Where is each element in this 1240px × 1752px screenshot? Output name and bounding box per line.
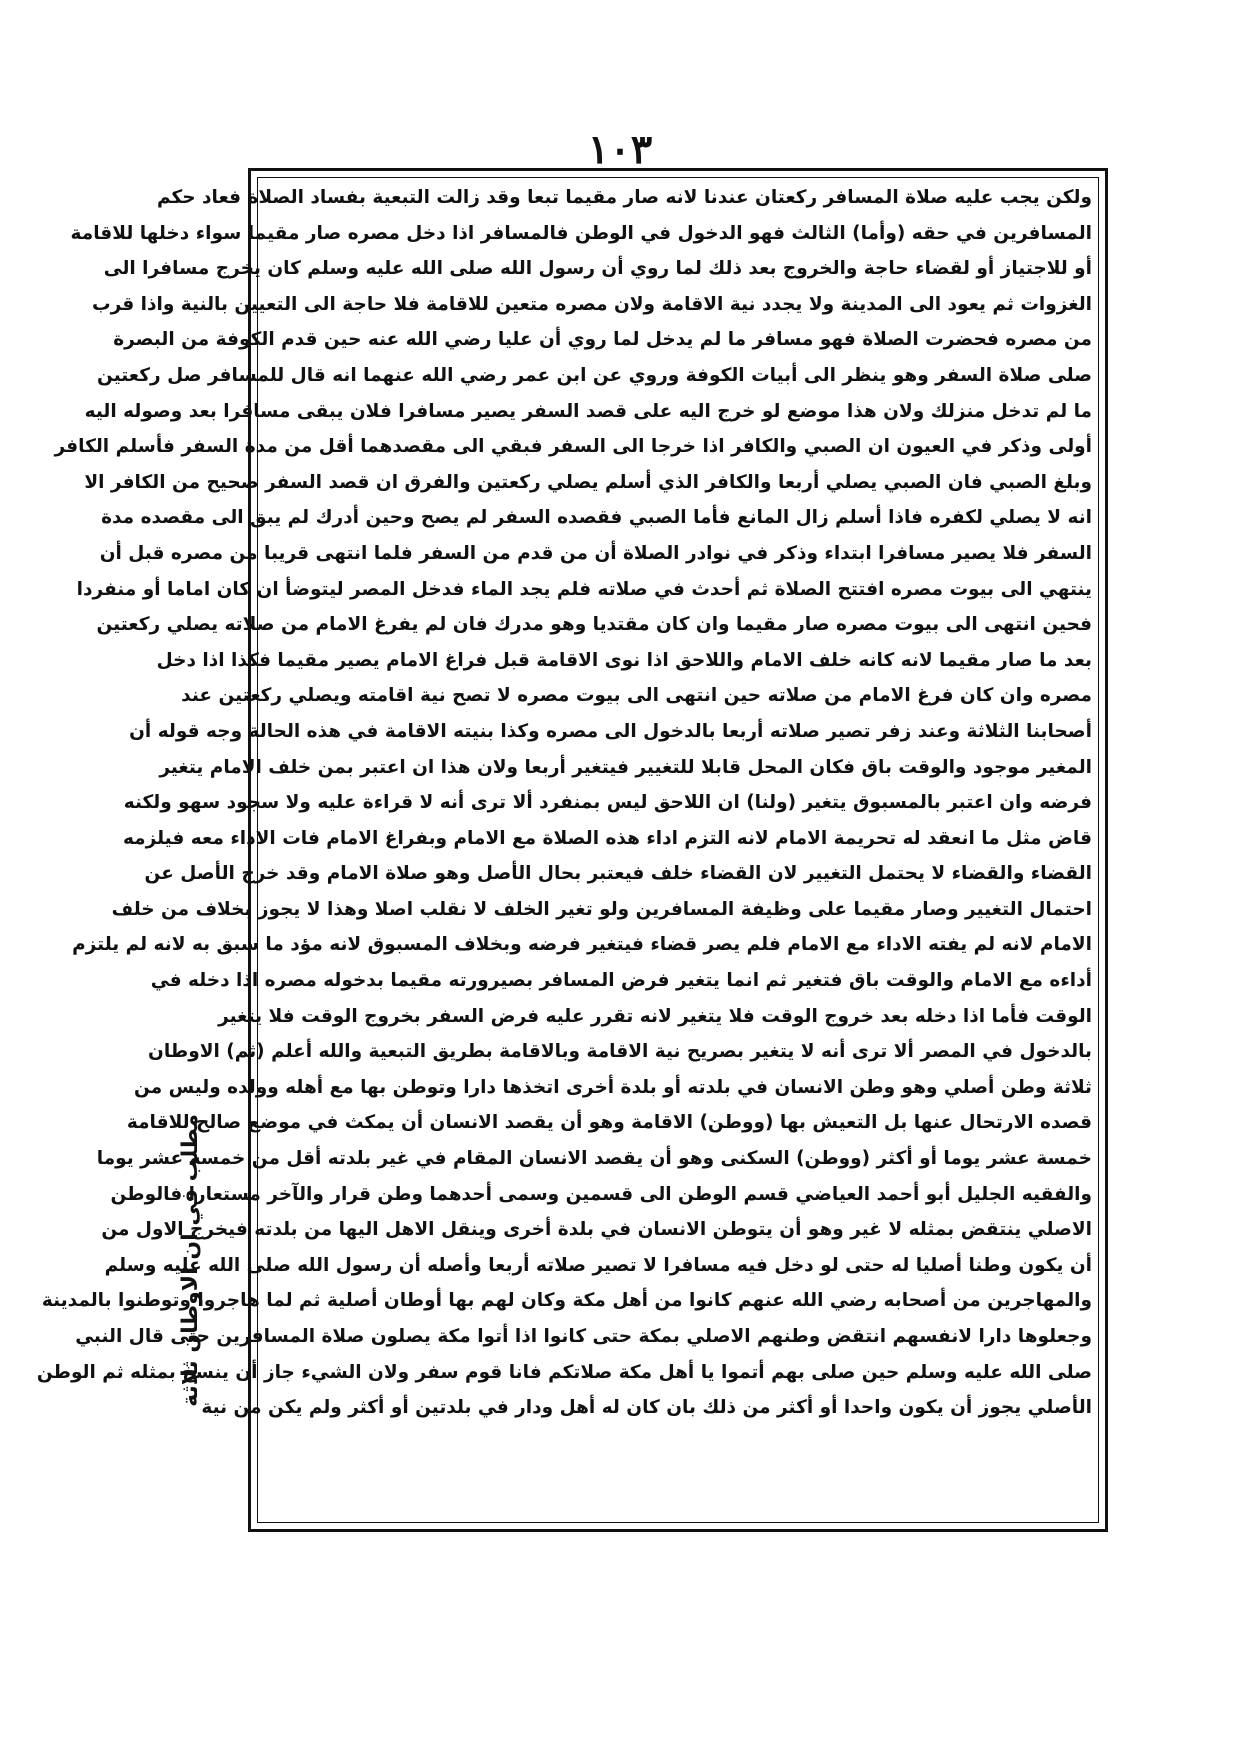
text-line: وبلغ الصبي فان الصبي يصلي أربعا والكافر الذي أسلم يصلي ركعتين والفرق ان قصد السفر صحيح من الكافر الا [84,471,1092,493]
text-line: خمسة عشر يوما أو أكثر (ووطن) السكنى وهو أن يقصد الانسان المقام في غير بلدته أقل من خمسة عشر يوما [96,1148,1092,1170]
text-line: احتمال التغيير وصار مقيما على وظيفة المسافرين ولو تغير الخلف لا نقلب اصلا وهذا لا يجوز بخلاف من خلف [111,898,1092,920]
text-line: أولى وذكر في العيون ان الصبي والكافر اذا خرجا الى السفر فبقي الى مقصدهما أقل من مدة السفر فأسلم الكافر [54,436,1092,458]
page-number: ١٠٣ [587,126,653,173]
text-line: الغزوات ثم يعود الى المدينة ولا يجدد نية الاقامة ولان مصره متعين للاقامة فلا حاجة الى التعيين بالنية واذا قرب [91,293,1092,315]
text-line: قصده الارتحال عنها بل التعيش بها (ووطن) الاقامة وهو أن يقصد الانسان أن يمكث في موضع صالح للاقامة [126,1112,1092,1134]
text-line: والمهاجرين من أصحابه رضي الله عنهم كانوا من أهل مكة وكان لهم بها أوطان أصلية ثم لما هاجروا وتوطنوا بالمدينة [41,1290,1092,1312]
text-line: بالدخول في المصر ألا ترى أنه لا يتغير بصريح نية الاقامة وبالاقامة بطريق التبعية والله أعلم (ثم) الاوطان [148,1041,1092,1063]
text-line: الوقت فأما اذا دخله بعد خروج الوقت فلا يتغير لانه تقرر عليه فرض السفر بخروج الوقت فلا يتغير [218,1005,1092,1027]
text-line: المغير موجود والوقت باق فكان المحل قابلا للتغيير فيتغير أربعا ولان هذا ان اعتبر بمن خلف الامام يتغير [159,756,1092,778]
text-line: المسافرين في حقه (وأما) الثالث فهو الدخول في الوطن فالمسافر اذا دخل مصره صار مقيما سواء دخلها للاقامة [70,222,1092,244]
text-line [264,1426,1092,1462]
text-line: أصحابنا الثلاثة وعند زفر تصير صلاته أربعا بالدخول الى مصره وكذا بنيته الاقامة في هذه الحالة وجه قوله أن [129,720,1092,742]
text-line: الامام لانه لم يفته الاداء مع الامام فلم يصر قضاء فيتغير فرضه وبخلاف المسبوق لانه مؤد ما سبق به لانه لم يلتزم [72,934,1092,956]
text-line: ما لم تدخل منزلك ولان هذا موضع لو خرج اليه على قصد السفر يصير مسافرا فلان يبقى مسافرا بعد وصوله اليه [84,400,1092,422]
text-line: أداءه مع الامام والوقت باق فتغير ثم انما يتغير فرض المسافر بصيرورته مقيما بدخوله مصره اذا دخله في [150,970,1092,992]
text-line: بعد ما صار مقيما لانه كانه خلف الامام واللاحق اذا نوى الاقامة قبل فراغ الامام يصير مقيما فكذا اذا دخل [156,649,1092,671]
margin-note [168,1080,212,1440]
text-line: صلى الله عليه وسلم حين صلى بهم أتموا يا أهل مكة صلاتكم فانا قوم سفر ولان الشيء جاز أن ينسخ بمثله ثم الوطن [36,1361,1092,1383]
text-line: مصره وان كان فرغ الامام من صلاته حين انتهى الى بيوت مصره لا تصح نية اقامته ويصلي ركعتين عند [181,685,1092,707]
text-line: فحين انتهى الى بيوت مصره صار مقيما وان كان مقتديا وهو مدرك فان لم يفرغ الامام من صلاته يصلي ركعتين [96,614,1092,636]
text-line: الاصلي ينتقض بمثله لا غير وهو أن يتوطن الانسان في بلدة أخرى وينقل الاهل اليها من بلدته فيخرج الاول من [101,1219,1092,1241]
margin-note-text: مطلب في ان الاوطان ثلاثة [177,1113,203,1407]
text-line: والفقيه الجليل أبو أحمد العياضي قسم الوطن الى قسمين وسمى أحدهما وطن قرار والآخر مستعارا فالوطن [110,1183,1092,1205]
text-line: قاض مثل ما انعقد له تحريمة الامام لانه التزم اداء هذه الصلاة مع الامام وبفراغ الامام فات الاداء معه فيلزمه [122,827,1092,849]
text-line: وجعلوها دارا لانفسهم انتقض وطنهم الاصلي بمكة حتى كانوا اذا أتوا مكة يصلون صلاة المسافرين حتى قال النبي [75,1326,1092,1347]
text-line: ينتهي الى بيوت مصره افتتح الصلاة ثم أحدث في صلاته فلم يجد الماء فدخل المصر ليتوضأ ان كان اماما أو منفردا [76,578,1092,600]
text-line: انه لا يصلي لكفره فاذا أسلم زال المانع فأما الصبي فقصده السفر لم يصح وحين أدرك لم يبق الى مقصده مدة [101,507,1092,529]
text-line: القضاء والقضاء لا يحتمل التغيير لان القضاء خلف فيعتبر بحال الأصل وهو صلاة الامام وقد خرج الأصل عن [144,863,1092,885]
text-line: أو للاجتياز أو لقضاء حاجة والخروج بعد ذلك لما روي أن رسول الله صلى الله عليه وسلم كان يخرج مسافرا الى [103,258,1092,280]
text-line: صلى صلاة السفر وهو ينظر الى أبيات الكوفة وروي عن ابن عمر رضي الله عنهما انه قال للمسافر صل ركعتين [97,364,1092,386]
text-line: من مصره فحضرت الصلاة فهو مسافر ما لم يدخل لما روي أن عليا رضي الله عنه حين قدم الكوفة من البصرة [113,329,1092,351]
text-line: الأصلي يجوز أن يكون واحدا أو أكثر من ذلك بان كان له أهل ودار في بلدتين أو أكثر ولم يكن من نية [201,1397,1092,1419]
text-line: ثلاثة وطن أصلي وهو وطن الانسان في بلدته أو بلدة أخرى اتخذها دارا وتوطن بها مع أهله وولده وليس من [134,1076,1092,1098]
text-line: أن يكون وطنا أصليا له حتى لو دخل فيه مسافرا لا تصير صلاته أربعا وأصله أن رسول الله صلى الله عليه وسلم [104,1254,1092,1276]
text-line: ولكن يجب عليه صلاة المسافر ركعتان عندنا لانه صار مقيما تبعا وقد زالت التبعية بفساد الصلاة فعاد حكم [156,187,1092,208]
text-line: فرضه وان اعتبر بالمسبوق يتغير (ولنا) ان اللاحق ليس بمنفرد ألا ترى أنه لا قراءة عليه ولا سجود سهو ولكنه [123,792,1092,814]
text-line: السفر فلا يصير مسافرا ابتداء وذكر في نوادر الصلاة أن من قدم من السفر فلما انتهى قريبا من مصره قبل أن [99,542,1092,564]
